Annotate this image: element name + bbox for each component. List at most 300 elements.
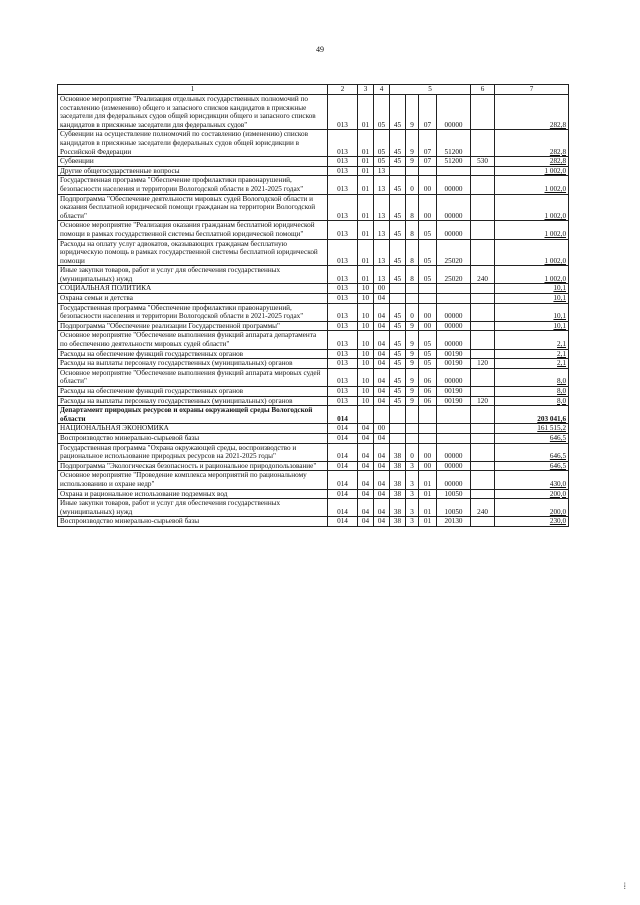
subprogram-code-cell: 8	[406, 266, 419, 284]
expense-type-cell	[471, 443, 495, 461]
amount-cell: 282,8	[495, 130, 569, 157]
table-body	[58, 85, 569, 527]
amount-cell: 2,1	[495, 359, 569, 369]
budget-table	[57, 84, 569, 527]
table-header-row	[58, 85, 569, 95]
program-code-cell: 38	[390, 461, 406, 471]
table-row	[58, 176, 569, 194]
section-code-cell: 10	[358, 349, 374, 359]
expense-type-cell	[471, 517, 495, 527]
activity-code-cell: 05	[419, 349, 437, 359]
section-code-cell: 10	[358, 368, 374, 386]
row-name-cell: Государственная программа "Обеспечение профилактики правонарушений, безопасности населения и территории Вологодской области в 2021-2025 годах"	[58, 176, 328, 194]
subprogram-code-cell: 9	[406, 368, 419, 386]
expense-type-cell	[471, 433, 495, 443]
activity-code-cell: 00	[419, 176, 437, 194]
subprogram-code-cell: 3	[406, 461, 419, 471]
subprogram-code-cell: 3	[406, 499, 419, 517]
direction-code-cell: 00000	[437, 331, 471, 349]
header-cell: 3	[358, 85, 374, 95]
section-code-cell: 01	[358, 166, 374, 176]
expense-type-cell	[471, 424, 495, 434]
section-code-cell: 10	[358, 303, 374, 321]
header-cell: 5	[390, 85, 471, 95]
subprogram-code-cell	[406, 284, 419, 294]
direction-code-cell: 00000	[437, 221, 471, 239]
subsection-code-cell: 04	[374, 471, 390, 489]
subsection-code-cell: 04	[374, 331, 390, 349]
subprogram-code-cell	[406, 433, 419, 443]
table-row	[58, 95, 569, 130]
subprogram-code-cell: 8	[406, 194, 419, 221]
ved-code-cell: 013	[328, 303, 358, 321]
activity-code-cell: 00	[419, 321, 437, 331]
table-row	[58, 194, 569, 221]
amount-cell: 200,0	[495, 489, 569, 499]
expense-type-cell	[471, 284, 495, 294]
row-name-cell: Департамент природных ресурсов и охраны окружающей среды Вологодской области	[58, 406, 328, 424]
amount-cell: 646,5	[495, 461, 569, 471]
program-code-cell: 38	[390, 489, 406, 499]
subsection-code-cell: 13	[374, 194, 390, 221]
program-code-cell: 38	[390, 517, 406, 527]
direction-code-cell: 25020	[437, 239, 471, 266]
subsection-code-cell: 04	[374, 303, 390, 321]
ved-code-cell: 014	[328, 499, 358, 517]
section-code-cell: 04	[358, 489, 374, 499]
ved-code-cell: 013	[328, 284, 358, 294]
expense-type-cell: 120	[471, 396, 495, 406]
ved-code-cell: 013	[328, 194, 358, 221]
section-code-cell: 04	[358, 433, 374, 443]
section-code-cell: 10	[358, 321, 374, 331]
program-code-cell: 45	[390, 157, 406, 167]
subsection-code-cell	[374, 406, 390, 424]
row-name-cell: Расходы на оплату услуг адвокатов, оказывающих гражданам бесплатную юридическую помощь в рамках государственной системы бесплатной юридической помощи	[58, 239, 328, 266]
section-code-cell	[358, 406, 374, 424]
subsection-code-cell: 13	[374, 239, 390, 266]
ved-code-cell: 014	[328, 489, 358, 499]
table-row	[58, 294, 569, 304]
subsection-code-cell: 04	[374, 321, 390, 331]
table-row	[58, 387, 569, 397]
ved-code-cell: 013	[328, 221, 358, 239]
activity-code-cell	[419, 406, 437, 424]
ved-code-cell: 013	[328, 359, 358, 369]
table-row	[58, 368, 569, 386]
program-code-cell: 45	[390, 359, 406, 369]
program-code-cell	[390, 406, 406, 424]
subprogram-code-cell: 9	[406, 331, 419, 349]
program-code-cell: 45	[390, 130, 406, 157]
program-code-cell: 45	[390, 303, 406, 321]
program-code-cell: 45	[390, 368, 406, 386]
activity-code-cell: 05	[419, 266, 437, 284]
section-code-cell: 04	[358, 461, 374, 471]
row-name-cell: Основное мероприятие "Обеспечение выполнения функций аппарата мировых судей области"	[58, 368, 328, 386]
section-code-cell: 01	[358, 95, 374, 130]
direction-code-cell	[437, 424, 471, 434]
section-code-cell: 10	[358, 359, 374, 369]
expense-type-cell: 240	[471, 266, 495, 284]
section-code-cell: 01	[358, 157, 374, 167]
row-name-cell: Субвенции	[58, 157, 328, 167]
direction-code-cell: 00000	[437, 303, 471, 321]
section-code-cell: 10	[358, 284, 374, 294]
subprogram-code-cell: 3	[406, 489, 419, 499]
amount-cell: 8,0	[495, 396, 569, 406]
amount-cell: 430,0	[495, 471, 569, 489]
ved-code-cell: 014	[328, 406, 358, 424]
header-cell: 7	[495, 85, 569, 95]
program-code-cell	[390, 294, 406, 304]
program-code-cell	[390, 166, 406, 176]
row-name-cell: СОЦИАЛЬНАЯ ПОЛИТИКА	[58, 284, 328, 294]
activity-code-cell	[419, 294, 437, 304]
amount-cell: 1 002,0	[495, 266, 569, 284]
activity-code-cell	[419, 284, 437, 294]
expense-type-cell	[471, 406, 495, 424]
table-row	[58, 517, 569, 527]
activity-code-cell: 06	[419, 396, 437, 406]
activity-code-cell: 05	[419, 239, 437, 266]
table-row	[58, 303, 569, 321]
corner-mark: ⁞	[623, 881, 626, 891]
program-code-cell: 45	[390, 266, 406, 284]
table-row	[58, 396, 569, 406]
table-row	[58, 433, 569, 443]
ved-code-cell: 013	[328, 368, 358, 386]
ved-code-cell: 013	[328, 166, 358, 176]
amount-cell: 1 002,0	[495, 239, 569, 266]
expense-type-cell	[471, 239, 495, 266]
direction-code-cell: 00000	[437, 368, 471, 386]
section-code-cell: 10	[358, 396, 374, 406]
ved-code-cell: 014	[328, 461, 358, 471]
activity-code-cell: 01	[419, 517, 437, 527]
row-name-cell: Иные закупки товаров, работ и услуг для обеспечения государственных (муниципальных) нужд	[58, 266, 328, 284]
ved-code-cell: 013	[328, 157, 358, 167]
table-row	[58, 284, 569, 294]
expense-type-cell	[471, 331, 495, 349]
row-name-cell: Охрана и рациональное использование подземных вод	[58, 489, 328, 499]
program-code-cell: 38	[390, 443, 406, 461]
ved-code-cell: 013	[328, 266, 358, 284]
amount-cell: 203 041,6	[495, 406, 569, 424]
expense-type-cell	[471, 176, 495, 194]
program-code-cell: 45	[390, 396, 406, 406]
table-row	[58, 321, 569, 331]
row-name-cell: Основное мероприятие "Реализация оказания гражданам бесплатной юридической помощи в рамках государственной системы бесплатной юридической помощи"	[58, 221, 328, 239]
amount-cell: 230,0	[495, 517, 569, 527]
direction-code-cell: 00000	[437, 95, 471, 130]
section-code-cell: 04	[358, 443, 374, 461]
program-code-cell	[390, 284, 406, 294]
amount-cell: 646,5	[495, 443, 569, 461]
section-code-cell: 10	[358, 387, 374, 397]
subsection-code-cell: 05	[374, 157, 390, 167]
ved-code-cell: 013	[328, 387, 358, 397]
expense-type-cell	[471, 471, 495, 489]
row-name-cell: Основное мероприятие "Обеспечение выполнения функций аппарата департамента по обеспечению деятельности мировых судей области"	[58, 331, 328, 349]
subsection-code-cell: 04	[374, 499, 390, 517]
row-name-cell: Основное мероприятие "Проведение комплекса мероприятий по рациональному использованию и охране недр"	[58, 471, 328, 489]
section-code-cell: 01	[358, 176, 374, 194]
section-code-cell: 04	[358, 499, 374, 517]
program-code-cell: 45	[390, 194, 406, 221]
direction-code-cell: 00000	[437, 194, 471, 221]
section-code-cell: 04	[358, 517, 374, 527]
activity-code-cell: 01	[419, 499, 437, 517]
direction-code-cell: 10050	[437, 489, 471, 499]
expense-type-cell: 530	[471, 157, 495, 167]
expense-type-cell	[471, 221, 495, 239]
activity-code-cell: 00	[419, 443, 437, 461]
subsection-code-cell: 00	[374, 284, 390, 294]
direction-code-cell	[437, 284, 471, 294]
direction-code-cell: 00190	[437, 359, 471, 369]
row-name-cell: Расходы на выплаты персоналу государственных (муниципальных) органов	[58, 359, 328, 369]
section-code-cell: 01	[358, 266, 374, 284]
expense-type-cell	[471, 489, 495, 499]
ved-code-cell: 014	[328, 433, 358, 443]
direction-code-cell: 51200	[437, 130, 471, 157]
amount-cell: 1 002,0	[495, 194, 569, 221]
expense-type-cell	[471, 321, 495, 331]
direction-code-cell	[437, 406, 471, 424]
subsection-code-cell: 04	[374, 368, 390, 386]
section-code-cell: 01	[358, 221, 374, 239]
table-row	[58, 461, 569, 471]
program-code-cell: 45	[390, 221, 406, 239]
table-row	[58, 499, 569, 517]
direction-code-cell: 00190	[437, 396, 471, 406]
direction-code-cell	[437, 166, 471, 176]
subsection-code-cell: 04	[374, 517, 390, 527]
activity-code-cell	[419, 424, 437, 434]
ved-code-cell: 013	[328, 130, 358, 157]
page-number: 49	[316, 45, 324, 54]
activity-code-cell: 07	[419, 95, 437, 130]
row-name-cell: Охрана семьи и детства	[58, 294, 328, 304]
section-code-cell: 04	[358, 424, 374, 434]
direction-code-cell: 51200	[437, 157, 471, 167]
subsection-code-cell: 04	[374, 489, 390, 499]
subprogram-code-cell: 3	[406, 471, 419, 489]
ved-code-cell: 013	[328, 321, 358, 331]
header-cell: 2	[328, 85, 358, 95]
activity-code-cell: 00	[419, 194, 437, 221]
program-code-cell	[390, 433, 406, 443]
section-code-cell: 01	[358, 239, 374, 266]
amount-cell: 1 002,0	[495, 176, 569, 194]
amount-cell: 161 515,2	[495, 424, 569, 434]
subsection-code-cell: 13	[374, 221, 390, 239]
subsection-code-cell: 13	[374, 176, 390, 194]
subsection-code-cell: 04	[374, 294, 390, 304]
amount-cell: 8,0	[495, 368, 569, 386]
direction-code-cell	[437, 433, 471, 443]
activity-code-cell: 00	[419, 303, 437, 321]
activity-code-cell: 06	[419, 387, 437, 397]
program-code-cell	[390, 424, 406, 434]
expense-type-cell: 240	[471, 499, 495, 517]
direction-code-cell: 00190	[437, 349, 471, 359]
table-row	[58, 239, 569, 266]
row-name-cell: Подпрограмма "Экологическая безопасность и рациональное природопользование"	[58, 461, 328, 471]
ved-code-cell: 013	[328, 396, 358, 406]
row-name-cell: Расходы на выплаты персоналу государственных (муниципальных) органов	[58, 396, 328, 406]
subprogram-code-cell: 0	[406, 443, 419, 461]
section-code-cell: 01	[358, 130, 374, 157]
direction-code-cell: 00000	[437, 461, 471, 471]
table-row	[58, 406, 569, 424]
subsection-code-cell: 05	[374, 130, 390, 157]
row-name-cell: Основное мероприятие "Реализация отдельных государственных полномочий по составлению (изменению) общего и запасного списков кандидатов в присяжные заседатели для федеральных судов общей юрисдикции общего и запасного списков кандидатов в присяжные заседатели для федеральных судов"	[58, 95, 328, 130]
row-name-cell: Воспроизводство минерально-сырьевой базы	[58, 433, 328, 443]
amount-cell: 200,0	[495, 499, 569, 517]
subprogram-code-cell: 9	[406, 321, 419, 331]
subprogram-code-cell: 3	[406, 517, 419, 527]
direction-code-cell: 25020	[437, 266, 471, 284]
subprogram-code-cell: 9	[406, 387, 419, 397]
amount-cell: 2,1	[495, 331, 569, 349]
program-code-cell: 38	[390, 499, 406, 517]
expense-type-cell: 120	[471, 359, 495, 369]
program-code-cell: 45	[390, 387, 406, 397]
activity-code-cell: 01	[419, 471, 437, 489]
expense-type-cell	[471, 349, 495, 359]
activity-code-cell: 05	[419, 359, 437, 369]
subprogram-code-cell: 9	[406, 95, 419, 130]
subsection-code-cell: 04	[374, 349, 390, 359]
subsection-code-cell: 04	[374, 387, 390, 397]
amount-cell: 1 002,0	[495, 221, 569, 239]
ved-code-cell: 014	[328, 471, 358, 489]
amount-cell: 646,5	[495, 433, 569, 443]
subsection-code-cell: 04	[374, 396, 390, 406]
header-cell: 4	[374, 85, 390, 95]
row-name-cell: Государственная программа "Обеспечение профилактики правонарушений, безопасности населения и территории Вологодской области в 2021-2025 годах"	[58, 303, 328, 321]
program-code-cell: 45	[390, 239, 406, 266]
expense-type-cell	[471, 130, 495, 157]
row-name-cell: Расходы на обеспечение функций государственных органов	[58, 387, 328, 397]
subsection-code-cell: 04	[374, 443, 390, 461]
ved-code-cell: 013	[328, 331, 358, 349]
ved-code-cell: 013	[328, 176, 358, 194]
activity-code-cell	[419, 433, 437, 443]
subprogram-code-cell: 8	[406, 221, 419, 239]
section-code-cell: 04	[358, 471, 374, 489]
row-name-cell: Государственная программа "Охрана окружающей среды, воспроизводство и рациональное использование природных ресурсов на 2021-2025 годы"	[58, 443, 328, 461]
subsection-code-cell: 00	[374, 424, 390, 434]
subsection-code-cell: 13	[374, 266, 390, 284]
amount-cell: 2,1	[495, 349, 569, 359]
direction-code-cell	[437, 294, 471, 304]
expense-type-cell	[471, 194, 495, 221]
subprogram-code-cell: 8	[406, 239, 419, 266]
expense-type-cell	[471, 95, 495, 130]
activity-code-cell: 01	[419, 489, 437, 499]
activity-code-cell: 00	[419, 461, 437, 471]
table-row	[58, 166, 569, 176]
direction-code-cell: 00000	[437, 321, 471, 331]
table-row	[58, 471, 569, 489]
table-row	[58, 443, 569, 461]
ved-code-cell: 014	[328, 443, 358, 461]
program-code-cell: 45	[390, 176, 406, 194]
direction-code-cell: 00000	[437, 176, 471, 194]
subprogram-code-cell	[406, 406, 419, 424]
program-code-cell: 45	[390, 321, 406, 331]
subprogram-code-cell: 9	[406, 130, 419, 157]
subsection-code-cell: 04	[374, 461, 390, 471]
subprogram-code-cell	[406, 166, 419, 176]
activity-code-cell: 05	[419, 331, 437, 349]
subsection-code-cell: 04	[374, 433, 390, 443]
table-row	[58, 221, 569, 239]
program-code-cell: 45	[390, 95, 406, 130]
header-cell: 1	[58, 85, 328, 95]
table-row	[58, 130, 569, 157]
amount-cell: 282,8	[495, 95, 569, 130]
amount-cell: 8,0	[495, 387, 569, 397]
section-code-cell: 10	[358, 331, 374, 349]
program-code-cell: 45	[390, 331, 406, 349]
table-row	[58, 349, 569, 359]
row-name-cell: Воспроизводство минерально-сырьевой базы	[58, 517, 328, 527]
section-code-cell: 10	[358, 294, 374, 304]
row-name-cell: Подпрограмма "Обеспечение реализации Государственной программы"	[58, 321, 328, 331]
expense-type-cell	[471, 303, 495, 321]
amount-cell: 282,8	[495, 157, 569, 167]
header-cell: 6	[471, 85, 495, 95]
subprogram-code-cell: 9	[406, 359, 419, 369]
subsection-code-cell: 13	[374, 166, 390, 176]
row-name-cell: Другие общегосударственные вопросы	[58, 166, 328, 176]
section-code-cell: 01	[358, 194, 374, 221]
ved-code-cell: 013	[328, 294, 358, 304]
table-row	[58, 489, 569, 499]
subprogram-code-cell: 9	[406, 157, 419, 167]
table-row	[58, 331, 569, 349]
direction-code-cell: 00190	[437, 387, 471, 397]
expense-type-cell	[471, 461, 495, 471]
expense-type-cell	[471, 368, 495, 386]
row-name-cell: Иные закупки товаров, работ и услуг для обеспечения государственных (муниципальных) нужд	[58, 499, 328, 517]
subprogram-code-cell: 0	[406, 176, 419, 194]
ved-code-cell: 014	[328, 424, 358, 434]
amount-cell: 1 002,0	[495, 166, 569, 176]
table-row	[58, 424, 569, 434]
activity-code-cell: 07	[419, 130, 437, 157]
ved-code-cell: 013	[328, 95, 358, 130]
subsection-code-cell: 05	[374, 95, 390, 130]
table-row	[58, 359, 569, 369]
activity-code-cell: 06	[419, 368, 437, 386]
row-name-cell: Субвенции на осуществление полномочий по составлению (изменению) списков кандидатов в присяжные заседатели федеральных судов общей юрисдикции в Российской Федерации	[58, 130, 328, 157]
row-name-cell: НАЦИОНАЛЬНАЯ ЭКОНОМИКА	[58, 424, 328, 434]
row-name-cell: Подпрограмма "Обеспечение деятельности мировых судей Вологодской области и оказания бесплатной юридической помощи гражданам на территории Вологодской области"	[58, 194, 328, 221]
amount-cell: 10,1	[495, 303, 569, 321]
direction-code-cell: 00000	[437, 471, 471, 489]
subprogram-code-cell	[406, 294, 419, 304]
direction-code-cell: 00000	[437, 443, 471, 461]
ved-code-cell: 013	[328, 239, 358, 266]
subprogram-code-cell: 0	[406, 303, 419, 321]
expense-type-cell	[471, 387, 495, 397]
activity-code-cell	[419, 166, 437, 176]
